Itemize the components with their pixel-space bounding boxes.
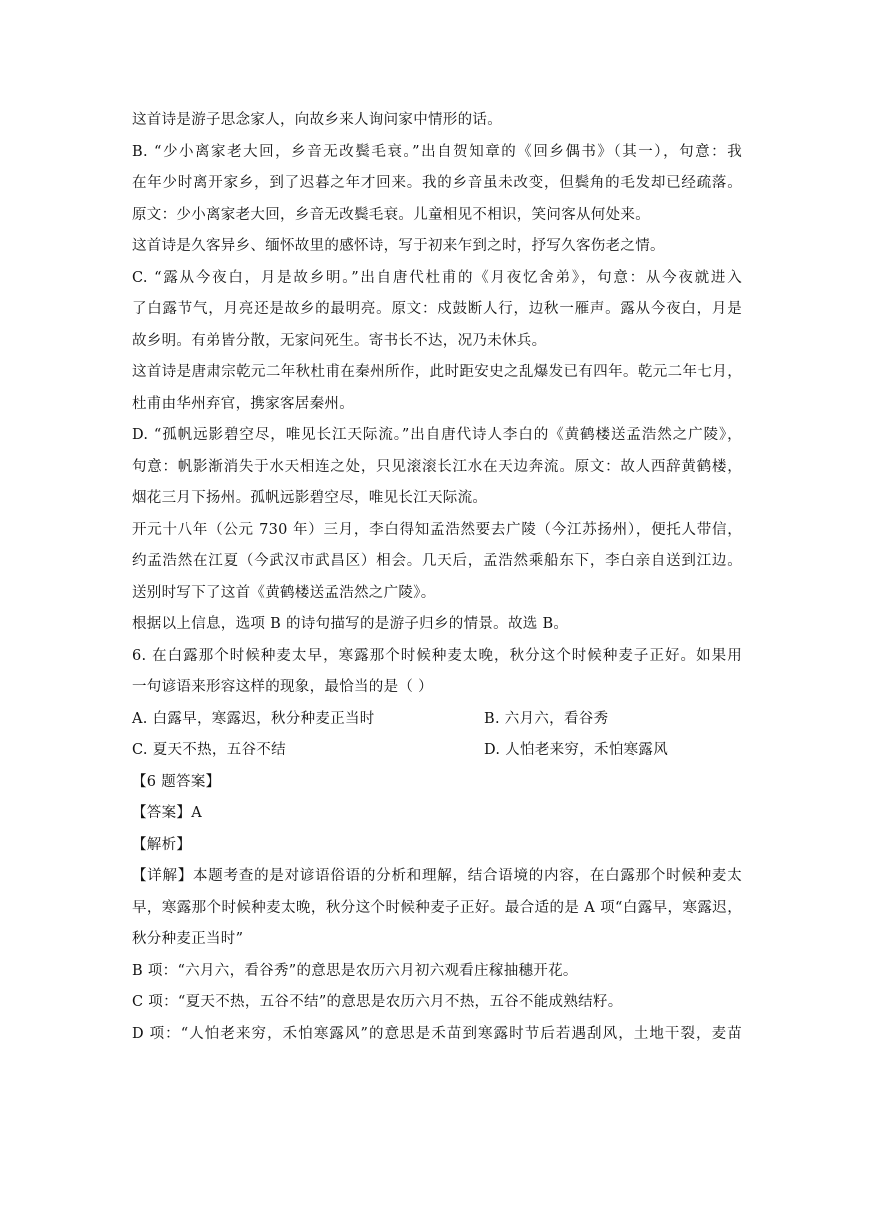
text-line: 杜甫由华州弃官，携家客居秦州。 (132, 395, 354, 412)
text-line: 在年少时离开家乡，到了迟暮之年才回来。我的乡音虽未改变，但鬓角的毛发却已经疏落。 (132, 175, 742, 191)
option-row (132, 709, 742, 729)
option-d: D. 人怕老来穷，禾怕寒露风 (484, 742, 669, 758)
text-line: 这首诗是唐肃宗乾元二年秋杜甫在秦州所作，此时距安史之乱爆发已有四年。乾元二年七月， (132, 364, 742, 380)
text-line: 故乡明。有弟皆分散，无家问死生。寄书长不达，况乃未休兵。 (132, 332, 547, 349)
text-line: B. “少小离家老大回，乡音无改鬓毛衰。”出自贺知章的《回乡偶书》（其一），句意：我 (132, 143, 742, 160)
option-a: A. 白露早，寒露迟，秋分种麦正当时 (132, 710, 375, 727)
question-text: 一句谚语来形容这样的现象，最恰当的是（ ） (132, 679, 433, 695)
option-b: B. 六月六，看谷秀 (484, 710, 609, 727)
text-line: D. “孤帆远影碧空尽，唯见长江天际流。”出自唐代诗人李白的《黄鹤楼送孟浩然之广陵》， (132, 427, 742, 443)
text-line: 这首诗是久客异乡、缅怀故里的感怀诗，写于初来乍到之时，抒写久客伤老之情。 (132, 238, 665, 254)
option-row (132, 740, 742, 760)
detail-text: 【详解】本题考查的是对谚语俗语的分析和理解，结合语境的内容，在白露那个时候种麦太 (132, 868, 742, 884)
document-page (132, 110, 742, 1055)
detail-text: C 项：“夏天不热，五谷不结”的意思是农历六月不热，五谷不能成熟结籽。 (132, 994, 623, 1010)
text-line: 原文：少小离家老大回，乡音无改鬓毛衰。儿童相见不相识，笑问客从何处来。 (132, 206, 650, 223)
answer-line: 【答案】A (132, 805, 202, 821)
text-line: 根据以上信息，选项 B 的诗句描写的是游子归乡的情景。故选 B。 (132, 616, 569, 632)
text-line: C. “露从今夜白，月是故乡明。”出自唐代杜甫的《月夜忆舍弟》，句意：从今夜就进入 (132, 269, 742, 286)
text-line: 约孟浩然在江夏（今武汉市武昌区）相会。几天后，孟浩然乘船东下，李白亲自送到江边。 (132, 553, 742, 569)
text-line: 这首诗是游子思念家人，向故乡来人询问家中情形的话。 (132, 112, 502, 128)
text-line: 送别时写下了这首《黄鹤楼送孟浩然之广陵》。 (132, 584, 436, 601)
option-c: C. 夏天不热，五谷不结 (132, 742, 286, 758)
detail-text: B 项：“六月六，看谷秀”的意思是农历六月初六观看庄稼抽穗开花。 (132, 962, 578, 979)
detail-text: 秋分种麦正当时” (132, 931, 244, 947)
text-line: 句意：帆影渐消失于水天相连之处，只见滚滚长江水在天边奔流。原文：故人西辞黄鹤楼， (132, 458, 742, 475)
detail-text: D 项：“人怕老来穷，禾怕寒露风”的意思是禾苗到寒露时节后若遇刮风，土地干裂，麦苗 (132, 1025, 742, 1042)
question-text: 6. 在白露那个时候种麦太早，寒露那个时候种麦太晚，秋分这个时候种麦子正好。如果用 (132, 647, 742, 664)
answer-heading: 【6 题答案】 (132, 773, 221, 790)
text-line: 开元十八年（公元 730 年）三月，李白得知孟浩然要去广陵（今江苏扬州），便托人带信， (132, 521, 742, 538)
text-line: 烟花三月下扬州。孤帆远影碧空尽，唯见长江天际流。 (132, 490, 488, 506)
analysis-heading: 【解析】 (132, 836, 192, 853)
text-line: 了白露节气，月亮还是故乡的最明亮。原文：戍鼓断人行，边秋一雁声。露从今夜白，月是 (132, 301, 742, 317)
detail-text: 早，寒露那个时候种麦太晚，秋分这个时候种麦子正好。最合适的是 A 项“白露早，寒露迟， (132, 899, 742, 916)
